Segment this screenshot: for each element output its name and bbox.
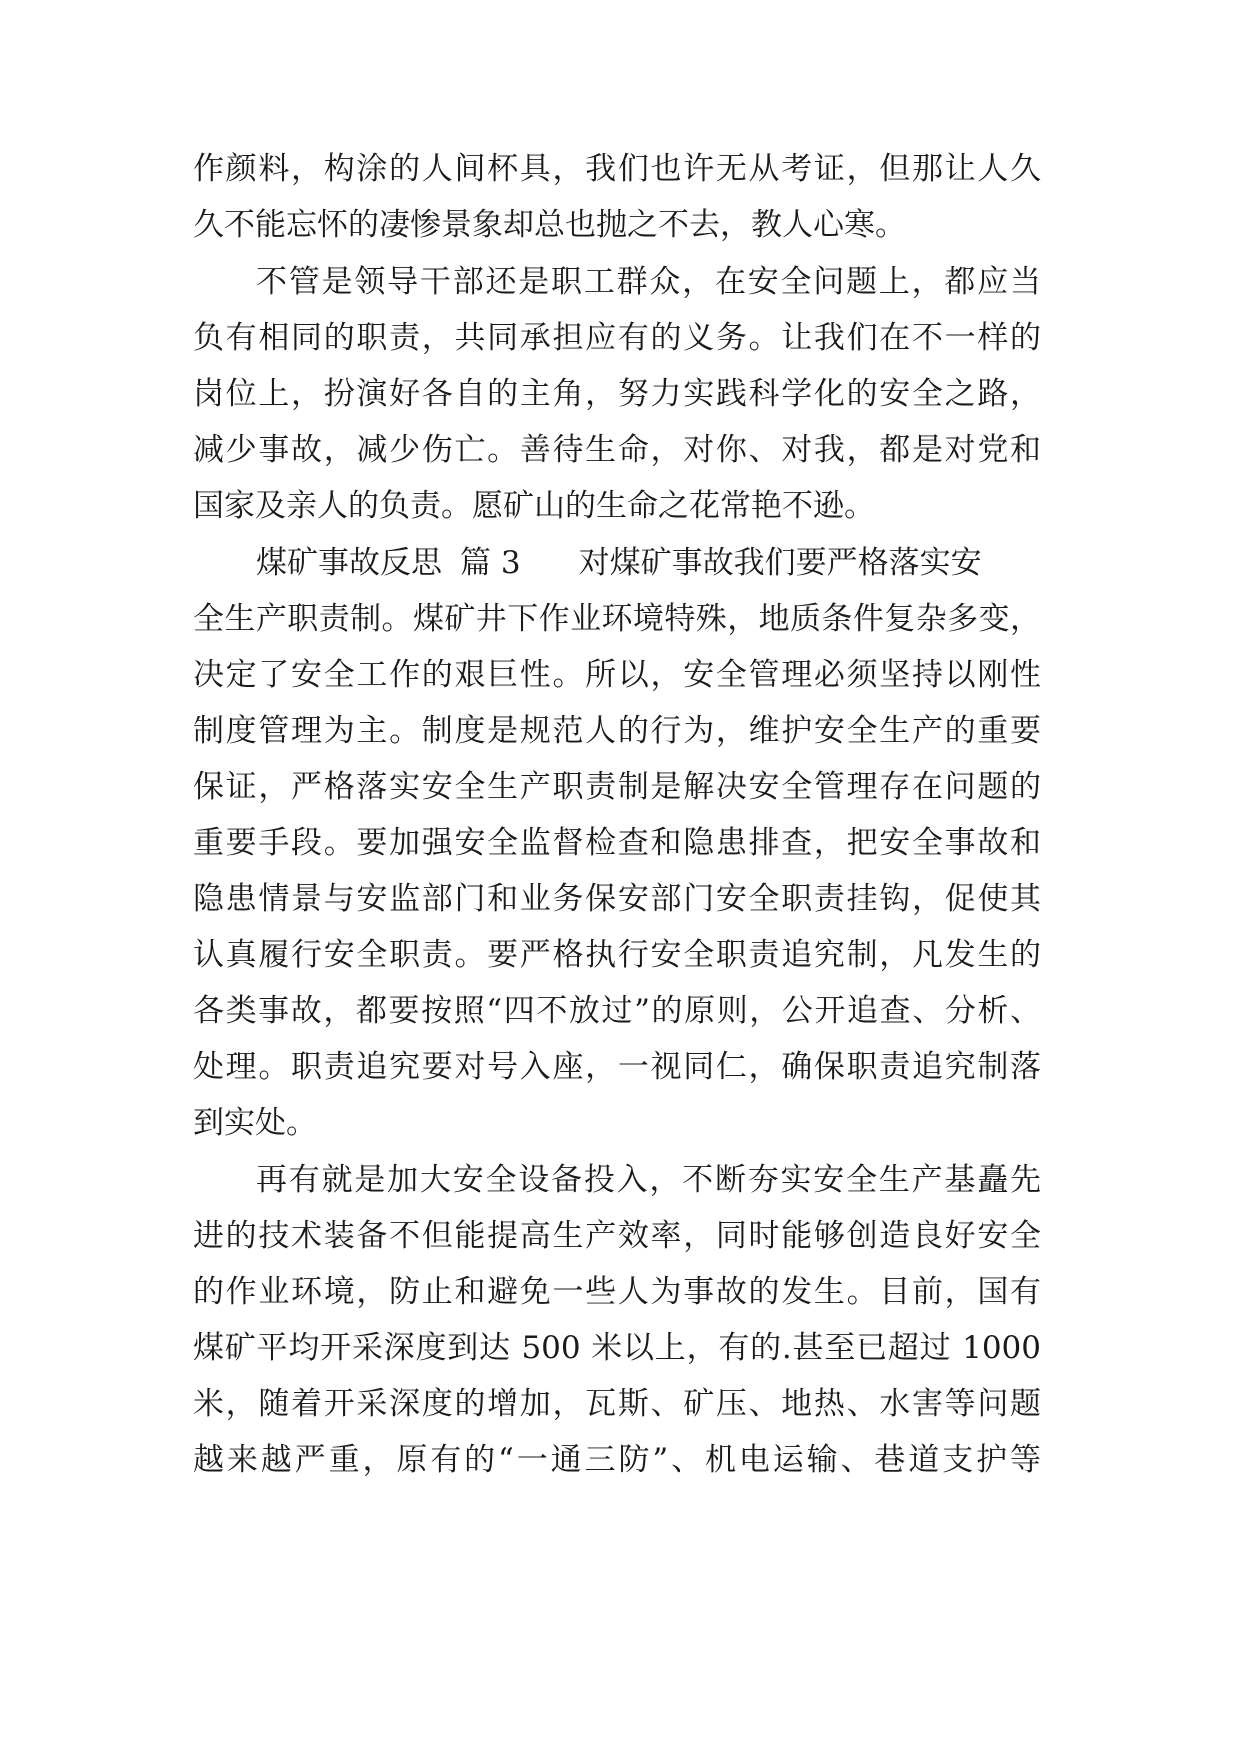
text-line: 久不能忘怀的凄惨景象却总也抛之不去，教人心寒。 xyxy=(193,207,906,243)
text-line: 处理。职责追究要对号入座，一视同仁，确保职责追究制落 xyxy=(193,1049,1041,1085)
text-line: 隐患情景与安监部门和业务保安部门安全职责挂钩，促使其 xyxy=(193,881,1041,917)
text-line: 保证，严格落实安全生产职责制是解决安全管理存在问题的 xyxy=(193,769,1041,805)
text-line: 米，随着开采深度的增加，瓦斯、矿压、地热、水害等问题 xyxy=(193,1386,1041,1422)
text-line: 到实处。 xyxy=(193,1105,317,1141)
text-line: 全生产职责制。煤矿井下作业环境特殊，地质条件复杂多变， xyxy=(193,601,1041,637)
text-line: 进的技术装备不但能提高生产效率，同时能够创造良好安全 xyxy=(193,1218,1041,1254)
text-line: 越来越严重，原有的“一通三防”、机电运输、巷道支护等 xyxy=(193,1442,1041,1478)
text-line: 的作业环境，防止和避免一些人为事故的发生。目前，国有 xyxy=(193,1274,1041,1310)
text-line: 负有相同的职责，共同承担应有的义务。让我们在不一样的 xyxy=(193,320,1041,356)
text-line: 重要手段。要加强安全监督检查和隐患排查，把安全事故和 xyxy=(193,825,1041,861)
text-line: 再有就是加大安全设备投入，不断夯实安全生产基矗先 xyxy=(256,1162,1041,1198)
text-line: 认真履行安全职责。要严格执行安全职责追究制，凡发生的 xyxy=(193,937,1041,973)
section-heading-line xyxy=(256,543,1041,583)
text-line: 作颜料，构涂的人间杯具，我们也许无从考证，但那让人久 xyxy=(193,151,1041,187)
section-number: 篇 3 xyxy=(460,545,521,581)
paragraph-lead: 对煤矿事故我们要严格落实安 xyxy=(578,545,982,581)
text-line: 国家及亲人的负责。愿矿山的生命之花常艳不逊。 xyxy=(193,488,875,524)
text-line: 煤矿平均开采深度到达 500 米以上，有的.甚至已超过 1000 xyxy=(193,1330,1041,1366)
text-line: 制度管理为主。制度是规范人的行为，维护安全生产的重要 xyxy=(193,713,1041,749)
text-line: 减少事故，减少伤亡。善待生命，对你、对我，都是对党和 xyxy=(193,432,1041,468)
section-heading: 煤矿事故反思 xyxy=(256,545,442,581)
text-line: 决定了安全工作的艰巨性。所以，安全管理必须坚持以刚性 xyxy=(193,657,1041,693)
text-line: 不管是领导干部还是职工群众，在安全问题上，都应当 xyxy=(256,264,1041,300)
text-line: 岗位上，扮演好各自的主角，努力实践科学化的安全之路， xyxy=(193,376,1041,412)
text-line: 各类事故，都要按照“四不放过”的原则，公开追查、分析、 xyxy=(193,993,1041,1029)
